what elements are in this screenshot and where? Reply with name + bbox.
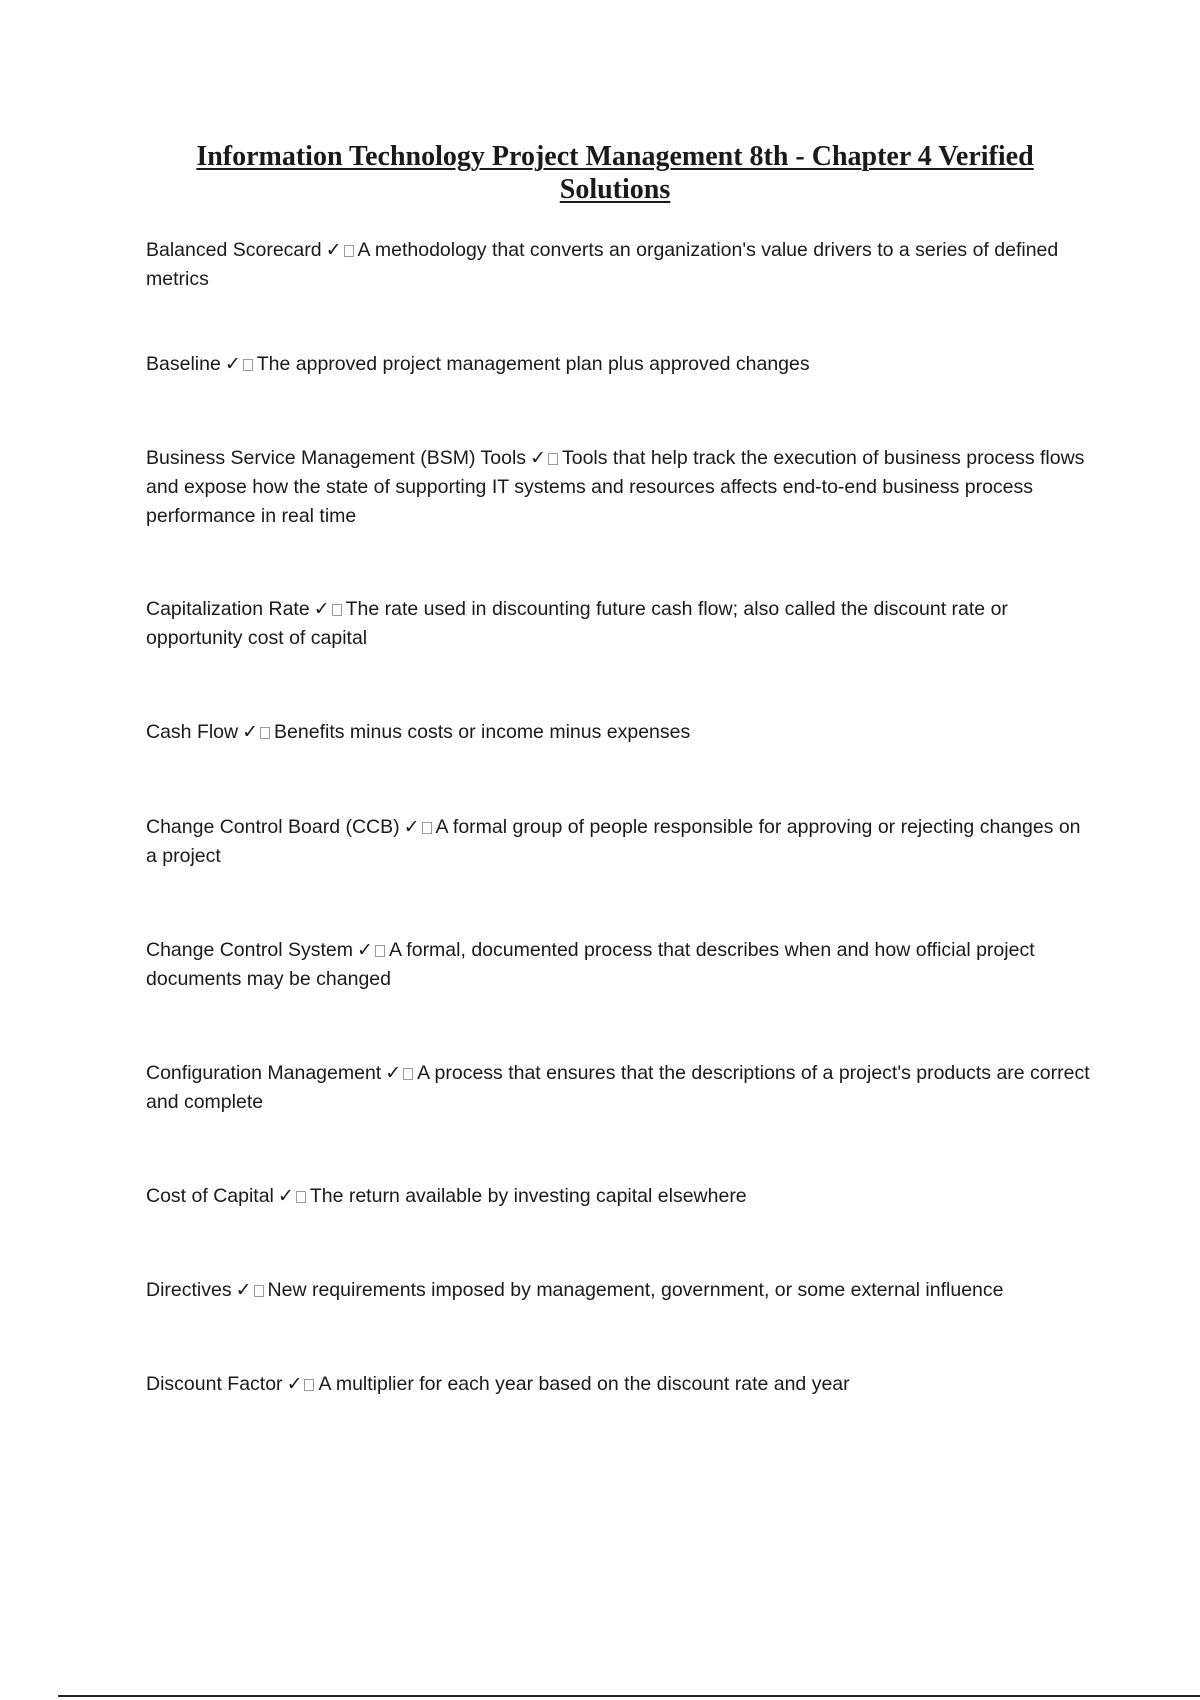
- glossary-entry: [146, 1182, 1096, 1276]
- box-icon: [332, 604, 342, 616]
- entry-term: Capitalization Rate: [146, 598, 310, 620]
- entry-definition: Benefits minus costs or income minus expenses: [274, 721, 691, 743]
- check-icon: ✓: [403, 816, 420, 838]
- entry-term: Configuration Management: [146, 1062, 382, 1084]
- entry-definition: A methodology that converts an organization's value drivers to a series of defined metrics: [146, 239, 1059, 290]
- glossary-entry: [146, 813, 1096, 936]
- box-icon: [243, 359, 253, 371]
- entry-term: Directives: [146, 1279, 232, 1301]
- box-icon: [304, 1379, 314, 1391]
- entry-term: Cash Flow: [146, 721, 239, 743]
- entry-definition: The approved project management plan plus approved changes: [256, 353, 810, 375]
- check-icon: ✓: [235, 1279, 252, 1301]
- entry-term: Cost of Capital: [146, 1185, 274, 1207]
- box-icon: [260, 727, 270, 739]
- box-icon: [296, 1191, 306, 1203]
- entry-term: Change Control Board (CCB): [146, 816, 400, 838]
- entry-definition: A multiplier for each year based on the discount rate and year: [318, 1373, 850, 1395]
- glossary-entry: [146, 1059, 1096, 1182]
- check-icon: ✓: [277, 1185, 294, 1207]
- glossary-list: [146, 236, 1096, 1410]
- entry-term: Baseline: [146, 353, 221, 375]
- check-icon: ✓: [286, 1373, 303, 1395]
- entry-term: Balanced Scorecard: [146, 239, 322, 261]
- entry-definition: New requirements imposed by management, government, or some external influence: [267, 1279, 1004, 1301]
- entry-definition: A formal, documented process that describes when and how official project documents may be changed: [146, 939, 1035, 990]
- footer-divider: [58, 1695, 1200, 1697]
- entry-definition: The rate used in discounting future cash flow; also called the discount rate or opportunity cost of capital: [146, 598, 1008, 649]
- glossary-entry: [146, 595, 1096, 718]
- entry-definition: Tools that help track the execution of business process flows and expose how the state of supporting IT systems and resources affects end-to-end business process performance in real time: [146, 447, 1085, 527]
- entry-term: Discount Factor: [146, 1373, 283, 1395]
- entry-term: Business Service Management (BSM) Tools: [146, 447, 527, 469]
- box-icon: [422, 822, 432, 834]
- entry-definition: The return available by investing capital elsewhere: [309, 1185, 747, 1207]
- entry-term: Change Control System: [146, 939, 354, 961]
- check-icon: ✓: [224, 353, 241, 375]
- check-icon: ✓: [357, 939, 373, 961]
- glossary-entry: [146, 1370, 1096, 1410]
- glossary-entry: [146, 350, 1096, 444]
- entry-definition: A process that ensures that the descriptions of a project's products are correct and complete: [146, 1062, 1090, 1113]
- glossary-entry: [146, 444, 1096, 595]
- glossary-entry: [146, 236, 1096, 350]
- box-icon: [254, 1285, 264, 1297]
- glossary-entry: [146, 936, 1096, 1059]
- page-title: Information Technology Project Management 8th - Chapter 4 Verified Solutions: [196, 141, 1034, 205]
- check-icon: ✓: [325, 239, 342, 261]
- box-icon: [548, 453, 558, 465]
- box-icon: [375, 945, 385, 957]
- glossary-entry: [146, 1276, 1096, 1370]
- glossary-entry: [146, 718, 1096, 813]
- check-icon: ✓: [385, 1062, 402, 1084]
- check-icon: ✓: [242, 721, 259, 743]
- check-icon: ✓: [530, 447, 546, 469]
- entry-definition: A formal group of people responsible for approving or rejecting changes on a project: [146, 816, 1081, 867]
- check-icon: ✓: [313, 598, 330, 620]
- box-icon: [344, 245, 354, 257]
- box-icon: [403, 1068, 413, 1080]
